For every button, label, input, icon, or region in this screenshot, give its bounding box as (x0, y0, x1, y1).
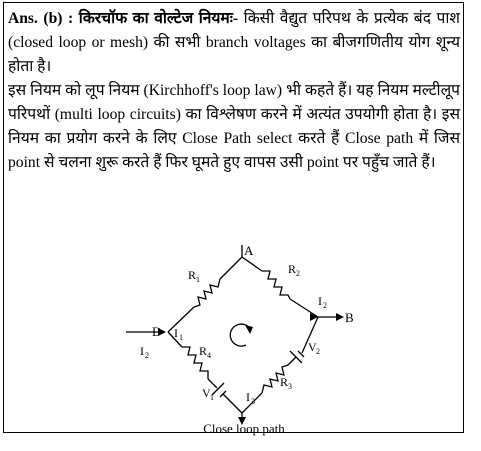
rule-title: किरचॉफ का वोल्टेज नियमः (78, 10, 233, 27)
svg-text:I: I (174, 326, 178, 340)
svg-text:V: V (202, 386, 211, 400)
source-v1-label (202, 386, 214, 402)
wire-r2-b (290, 299, 318, 317)
diagram-caption: Close loop path (203, 421, 285, 436)
svg-text:R: R (288, 262, 297, 276)
wire-v1-c (223, 394, 242, 413)
svg-text:1: 1 (210, 393, 214, 402)
answer-card (3, 2, 464, 436)
svg-text:2: 2 (145, 351, 149, 360)
answer-text (8, 7, 460, 175)
svg-text:R: R (280, 375, 289, 389)
answer-paragraph-2: इस नियम को लूप नियम (Kirchhoff's loop law) भी कहते हैं। यह नियम मल्टीलूप परिपथों (multi loop circuits) का विश्लेषण करने में अत्यंत उपयोगी होता है। इस नियम का प्रयोग करने के लिए Close Path select करते हैं Close path में जिस point से चलना शुरू करते हैं फिर घूमते हुए वापस उसी point पर पहुँच जाते हैं। (8, 82, 460, 171)
current-i3-label (246, 390, 255, 406)
current-i2-label-right (318, 294, 327, 310)
svg-text:2: 2 (323, 301, 327, 310)
svg-text:R: R (188, 268, 197, 282)
svg-text:4: 4 (207, 351, 211, 360)
svg-text:I: I (140, 344, 144, 358)
circuit-diagram (122, 241, 362, 437)
svg-text:I: I (318, 294, 322, 308)
answer-paragraph-1 (8, 7, 460, 79)
rule-definition: किसी वैद्युत परिपथ के प्रत्येक बंद पाश (closed loop or mesh) की सभी branch voltages का बीजगणितीय योग शून्य होता है। (8, 10, 461, 75)
wire-r1-d (168, 307, 194, 332)
svg-text:2: 2 (296, 269, 300, 278)
source-v2-label (308, 340, 320, 356)
node-b-label: B (345, 310, 354, 325)
wire-a-r1 (220, 257, 242, 279)
resistor-r4-label (199, 344, 211, 360)
current-i2-label-bottom-left (140, 344, 149, 360)
svg-text:1: 1 (196, 275, 200, 284)
loop-direction-arrow-icon (245, 325, 253, 334)
svg-text:R: R (199, 344, 208, 358)
resistor-r2 (262, 271, 290, 299)
svg-text:3: 3 (251, 397, 255, 406)
answer-label: Ans. (b) : (8, 10, 74, 27)
wire-r3-v2 (288, 357, 296, 365)
current-arrow-b-out (336, 313, 344, 321)
rule-title-dash: - (232, 10, 239, 27)
node-a-label: A (244, 243, 254, 258)
svg-text:V: V (308, 340, 317, 354)
resistor-r3-label (280, 375, 292, 391)
svg-text:3: 3 (288, 382, 292, 391)
node-d-label: D (152, 324, 162, 339)
wire-a-r2 (242, 257, 262, 271)
resistor-r2-label (288, 262, 300, 278)
svg-text:I: I (246, 390, 250, 404)
current-i1-label (174, 326, 183, 342)
svg-text:1: 1 (179, 333, 183, 342)
resistor-r1-label (188, 268, 200, 284)
svg-text:2: 2 (316, 347, 320, 356)
